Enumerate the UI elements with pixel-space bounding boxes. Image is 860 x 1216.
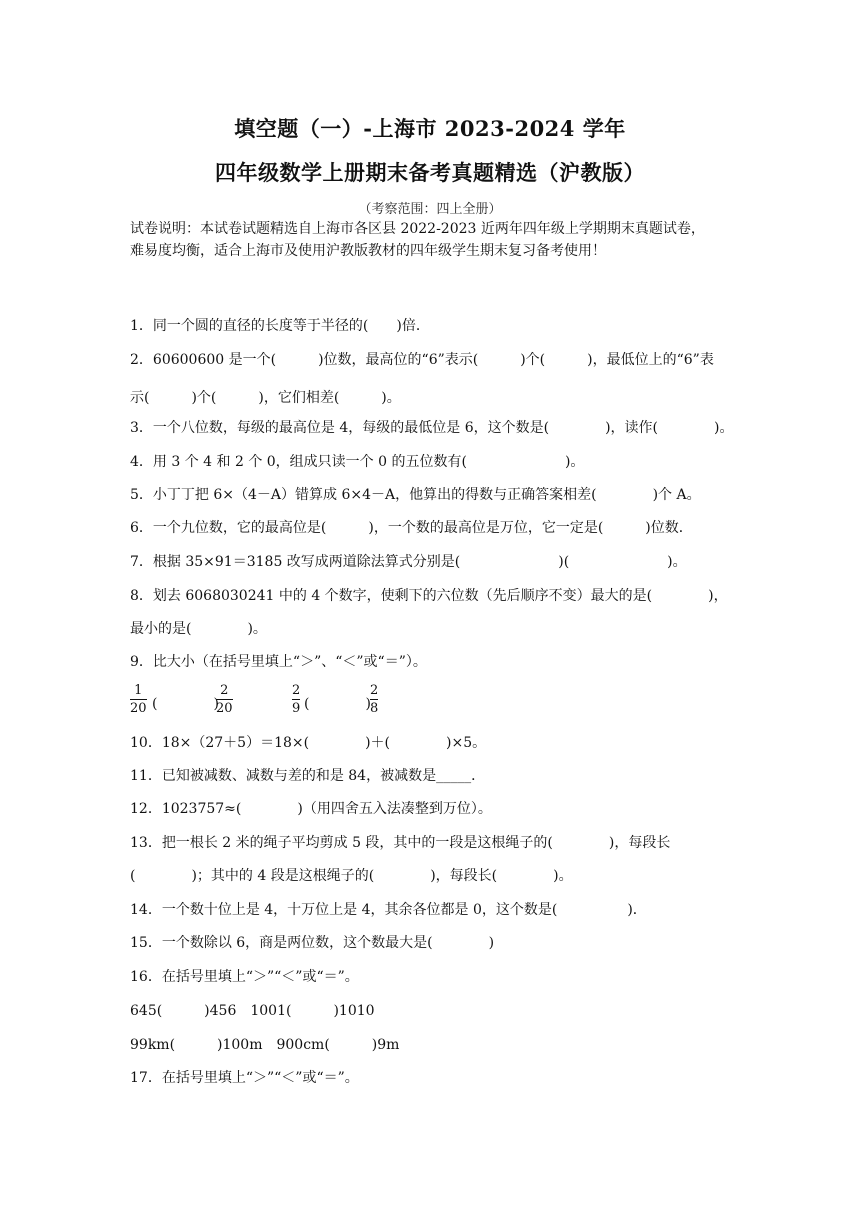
question-9: 9．比大小（在括号里填上“＞”、“＜”或“＝”）。: [130, 654, 427, 670]
fraction-2-9: [292, 683, 300, 716]
question-8-line-1: 8．划去 6068030241 中的 4 个数字，使剩下的六位数（先后顺序不变）最大的是( )，: [130, 588, 728, 604]
exam-intro-line-2: 难易度均衡，适合上海市及使用沪教版教材的四年级学生期末复习备考使用！: [130, 243, 606, 259]
fraction-numerator: 2: [220, 683, 229, 698]
question-2-line-1: 2．60600600 是一个( )位数，最高位的“6”表示( )个( )，最低位上的“6”表: [130, 352, 714, 368]
question-13-line-2: ( )；其中的 4 段是这根绳子的( )，每段长( )。: [130, 868, 573, 884]
fraction-numerator: 2: [292, 683, 301, 698]
fraction-bar: [130, 699, 147, 700]
question-12: 12．1023757≈( )（用四舍五入法凑整到万位）。: [130, 801, 492, 817]
question-8-line-2: 最小的是( )。: [130, 621, 267, 637]
question-10: 10．18×（27＋5）＝18×( )＋( )×5。: [130, 735, 487, 751]
fraction-bar: [216, 699, 233, 700]
question-6: 6．一个九位数，它的最高位是( )，一个数的最高位是万位，它一定是( )位数．: [130, 520, 693, 536]
question-4: 4．用 3 个 4 和 2 个 0，组成只读一个 0 的五位数有( )。: [130, 454, 585, 470]
fraction-comparison-row: [130, 683, 530, 723]
fraction-2-20: [216, 683, 233, 716]
question-3: 3．一个八位数，每级的最高位是 4，每级的最低位是 6，这个数是( )，读作( )。: [130, 420, 734, 436]
question-17: 17．在括号里填上“＞”“＜”或“＝”。: [130, 1070, 359, 1086]
fraction-bar: [370, 699, 378, 700]
question-5: 5．小丁丁把 6×（4－A）错算成 6×4－A，他算出的得数与正确答案相差( )个 A。: [130, 487, 701, 503]
fraction-numerator: 1: [134, 683, 143, 698]
question-13-line-1: 13．把一根长 2 米的绳子平均剪成 5 段，其中的一段是这根绳子的( )，每段长: [130, 835, 671, 851]
question-11: 11．已知被减数、减数与差的和是 84，被减数是_____．: [130, 768, 486, 784]
exam-intro-line-1: 试卷说明：本试卷试题精选自上海市各区县 2022-2023 近两年四年级上学期期末真题试卷，: [130, 221, 705, 237]
exam-scope: （考察范围：四上全册）: [358, 202, 502, 217]
document-title-line-2: 四年级数学上册期末备考真题精选（沪教版）: [215, 160, 645, 185]
fraction-numerator: 2: [370, 683, 379, 698]
fraction-denominator: 9: [292, 701, 301, 716]
fraction-1-20: [130, 683, 147, 716]
fraction-denominator: 20: [130, 701, 147, 716]
fraction-bar: [292, 699, 300, 700]
answer-blank: ( ): [304, 696, 371, 712]
fraction-denominator: 20: [216, 701, 233, 716]
question-15: 15．一个数除以 6，商是两位数，这个数最大是( ): [130, 935, 495, 951]
question-14: 14．一个数十位上是 4，十万位上是 4，其余各位都是 0，这个数是( )．: [130, 902, 647, 918]
fraction-denominator: 8: [370, 701, 379, 716]
fraction-2-8: [370, 683, 378, 716]
question-7: 7．根据 35×91＝3185 改写成两道除法算式分别是( )( )。: [130, 554, 687, 570]
answer-blank: ( ): [152, 696, 219, 712]
question-16-row-1: 645( )456 1001( )1010: [130, 1003, 375, 1019]
document-title-line-1: 填空题（一）-上海市 2023-2024 学年: [234, 116, 626, 141]
question-2-line-2: 示( )个( )，它们相差( )。: [130, 390, 401, 406]
question-16-row-2: 99km( )100m 900cm( )9m: [130, 1037, 400, 1053]
question-16: 16．在括号里填上“＞”“＜”或“＝”。: [130, 969, 359, 985]
question-1: 1．同一个圆的直径的长度等于半径的( )倍．: [130, 318, 430, 334]
